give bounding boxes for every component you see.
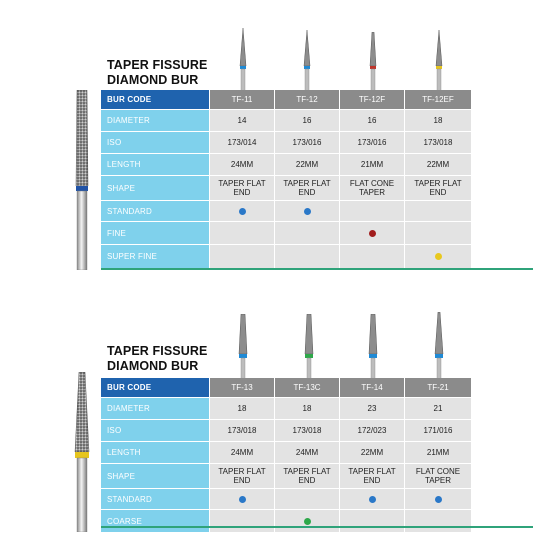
- table-row-coarse: [101, 510, 533, 532]
- table-cell: [405, 201, 471, 221]
- table-cell: [405, 489, 471, 509]
- table-cell: [340, 510, 404, 532]
- bur-code-cell: TF-11: [210, 90, 274, 109]
- table-cell: [275, 510, 339, 532]
- table-cell: 172/023: [340, 420, 404, 441]
- color-band: [75, 452, 89, 458]
- row-label: ISO: [101, 420, 209, 441]
- row-label: ISO: [101, 132, 209, 153]
- title-line-2: DIAMOND BUR: [107, 73, 199, 87]
- bur-image-tf-13c: [302, 314, 316, 380]
- table-cell: 171/016: [405, 420, 471, 441]
- section-2: [0, 300, 533, 533]
- table-row-fine: [101, 222, 533, 244]
- standard-dot: [239, 496, 246, 503]
- section-title: [107, 344, 207, 374]
- standard-dot: [239, 208, 246, 215]
- row-label: STANDARD: [101, 201, 209, 221]
- table-cell: 18: [210, 398, 274, 419]
- table-row-iso: [101, 132, 533, 153]
- fine-dot: [369, 230, 376, 237]
- table-cell: TAPER FLAT END: [275, 464, 339, 488]
- standard-dot: [369, 496, 376, 503]
- table-cell: 21: [405, 398, 471, 419]
- table-row-standard: [101, 489, 533, 509]
- table-row-diameter: [101, 110, 533, 131]
- table-cell: 23: [340, 398, 404, 419]
- bur-image-tf-12f: [366, 32, 380, 92]
- row-label: STANDARD: [101, 489, 209, 509]
- table-cell: 173/018: [405, 132, 471, 153]
- table-cell: 18: [405, 110, 471, 131]
- table-cell: 21MM: [340, 154, 404, 175]
- table-cell: 173/018: [275, 420, 339, 441]
- table-cell: 24MM: [210, 442, 274, 463]
- row-label: SHAPE: [101, 176, 209, 200]
- bur-image-tf-12: [300, 30, 314, 92]
- table-cell: TAPER FLAT END: [405, 176, 471, 200]
- row-label: LENGTH: [101, 442, 209, 463]
- table-cell: [405, 222, 471, 244]
- table-cell: [405, 510, 471, 532]
- table-cell: 16: [340, 110, 404, 131]
- table-cell: 18: [275, 398, 339, 419]
- table-cell: TAPER FLAT END: [210, 464, 274, 488]
- table-cell: TAPER FLAT END: [210, 176, 274, 200]
- table-header-row: [101, 378, 533, 397]
- table-cell: 14: [210, 110, 274, 131]
- table-cell: [210, 201, 274, 221]
- bur-code-cell: TF-13C: [275, 378, 339, 397]
- table-row-shape: [101, 176, 533, 200]
- bur-image-large: [68, 372, 98, 532]
- header-label: BUR CODE: [101, 378, 209, 397]
- table-cell: TAPER FLAT END: [340, 464, 404, 488]
- bur-code-cell: TF-12F: [340, 90, 404, 109]
- spec-table: [101, 378, 533, 525]
- table-cell: [340, 489, 404, 509]
- bur-image-tf-13: [236, 314, 250, 380]
- bur-image-tf-12ef: [432, 30, 446, 92]
- table-cell: 173/016: [275, 132, 339, 153]
- table-cell: [210, 510, 274, 532]
- table-row-standard: [101, 201, 533, 221]
- table-cell: 16: [275, 110, 339, 131]
- table-row-shape: [101, 464, 533, 488]
- table-row-length: [101, 442, 533, 463]
- divider-line: [101, 526, 533, 528]
- color-band: [76, 186, 88, 191]
- table-row-diameter: [101, 398, 533, 419]
- table-row-iso: [101, 420, 533, 441]
- table-cell: [340, 222, 404, 244]
- row-label: FINE: [101, 222, 209, 244]
- super-fine-dot: [435, 253, 442, 260]
- bur-code-cell: TF-14: [340, 378, 404, 397]
- table-cell: 173/018: [210, 420, 274, 441]
- coarse-dot: [304, 518, 311, 525]
- table-cell: [275, 222, 339, 244]
- title-line-1: TAPER FISSURE: [107, 344, 208, 358]
- spec-table: [101, 90, 533, 268]
- row-label: SUPER FINE: [101, 245, 209, 268]
- table-cell: 22MM: [275, 154, 339, 175]
- table-cell: 24MM: [275, 442, 339, 463]
- table-cell: [210, 489, 274, 509]
- table-cell: TAPER FLAT END: [275, 176, 339, 200]
- bur-code-cell: TF-12EF: [405, 90, 471, 109]
- section-title: [107, 58, 207, 88]
- title-line-1: TAPER FISSURE: [107, 58, 208, 72]
- bur-code-cell: TF-12: [275, 90, 339, 109]
- row-label: DIAMETER: [101, 110, 209, 131]
- table-cell: [405, 245, 471, 268]
- table-cell: [340, 201, 404, 221]
- bur-image-tf-21: [432, 312, 446, 380]
- table-cell: [210, 222, 274, 244]
- bur-image-tf-14: [366, 314, 380, 380]
- divider-line: [101, 268, 533, 270]
- table-cell: [340, 245, 404, 268]
- table-cell: [275, 489, 339, 509]
- row-label: LENGTH: [101, 154, 209, 175]
- table-cell: 22MM: [340, 442, 404, 463]
- table-cell: 24MM: [210, 154, 274, 175]
- table-row-length: [101, 154, 533, 175]
- title-line-2: DIAMOND BUR: [107, 359, 199, 373]
- table-cell: FLAT CONE TAPER: [405, 464, 471, 488]
- standard-dot: [435, 496, 442, 503]
- table-cell: 21MM: [405, 442, 471, 463]
- table-cell: 22MM: [405, 154, 471, 175]
- table-cell: [275, 245, 339, 268]
- bur-image-tf-11: [236, 28, 250, 92]
- table-cell: [210, 245, 274, 268]
- standard-dot: [304, 208, 311, 215]
- row-label: DIAMETER: [101, 398, 209, 419]
- bur-code-cell: TF-13: [210, 378, 274, 397]
- table-cell: [275, 201, 339, 221]
- table-cell: FLAT CONE TAPER: [340, 176, 404, 200]
- table-header-row: [101, 90, 533, 109]
- header-label: BUR CODE: [101, 90, 209, 109]
- bur-code-cell: TF-21: [405, 378, 471, 397]
- row-label: COARSE: [101, 510, 209, 532]
- bur-image-large: [68, 90, 98, 270]
- table-row-super-fine: [101, 245, 533, 268]
- table-cell: 173/016: [340, 132, 404, 153]
- row-label: SHAPE: [101, 464, 209, 488]
- table-cell: 173/014: [210, 132, 274, 153]
